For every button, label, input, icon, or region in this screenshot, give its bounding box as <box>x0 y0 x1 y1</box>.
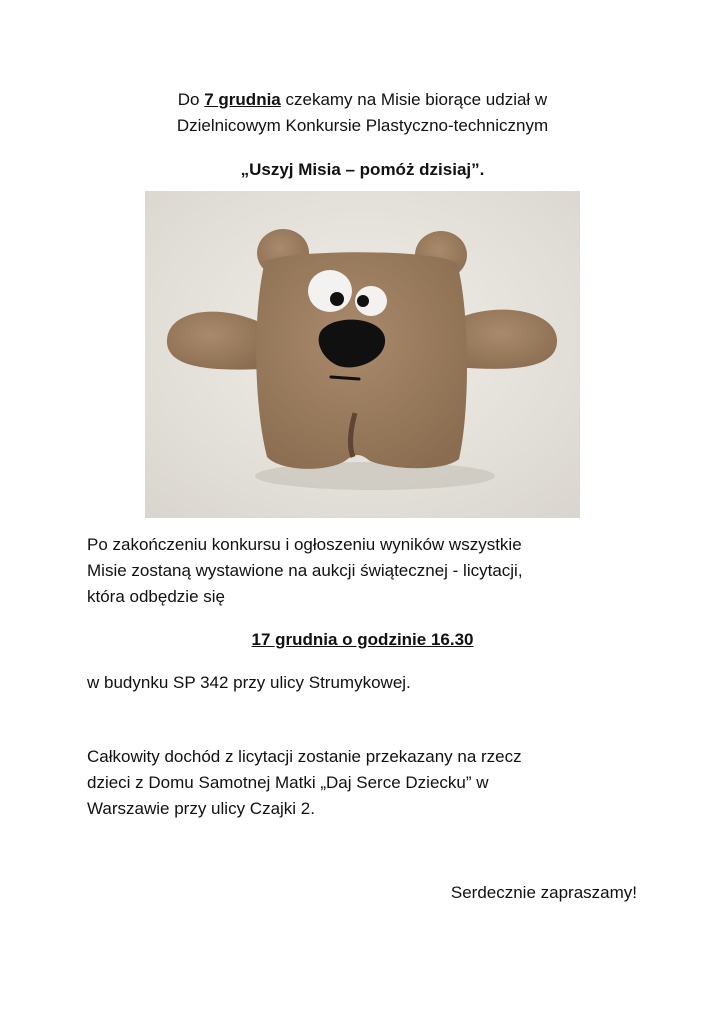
auction-line-3: która odbędzie się <box>87 587 225 606</box>
proceeds-paragraph <box>87 744 647 822</box>
deadline-date: 7 grudnia <box>204 90 281 109</box>
bear-mouth <box>331 377 359 379</box>
closing-invitation: Serdecznie zapraszamy! <box>450 883 637 902</box>
teddy-bear-illustration <box>145 191 580 518</box>
bear-right-arm <box>455 310 557 369</box>
auction-line-2: Misie zostaną wystawione na aukcji świątecznej - licytacji, <box>87 561 523 580</box>
event-date: 17 grudnia o godzinie 16.30 <box>251 630 474 649</box>
intro-text <box>0 90 725 143</box>
teddy-bear-photo <box>145 191 580 518</box>
proceeds-line-3: Warszawie przy ulicy Czajki 2. <box>87 799 315 818</box>
intro-line-2: Dzielnicowym Konkursie Plastyczno-technicznym <box>176 116 549 136</box>
bear-left-arm <box>167 312 263 370</box>
proceeds-line-1: Całkowity dochód z licytacji zostanie przekazany na rzecz <box>87 747 522 766</box>
intro-suffix: czekamy na Misie biorące udział w <box>280 90 548 109</box>
bear-left-eye <box>308 270 352 312</box>
contest-slogan: „Uszyj Misia – pomóż dzisiaj”. <box>240 160 485 179</box>
proceeds-line-2: dzieci z Domu Samotnej Matki „Daj Serce Dziecku” w <box>87 773 489 792</box>
bear-left-pupil <box>330 292 344 306</box>
event-location: w budynku SP 342 przy ulicy Strumykowej. <box>87 673 411 692</box>
intro-line-1 <box>0 90 725 110</box>
bear-right-pupil <box>357 295 369 307</box>
intro-prefix: Do <box>177 90 205 109</box>
auction-paragraph <box>87 532 647 610</box>
auction-line-1: Po zakończeniu konkursu i ogłoszeniu wyników wszystkie <box>87 535 522 554</box>
